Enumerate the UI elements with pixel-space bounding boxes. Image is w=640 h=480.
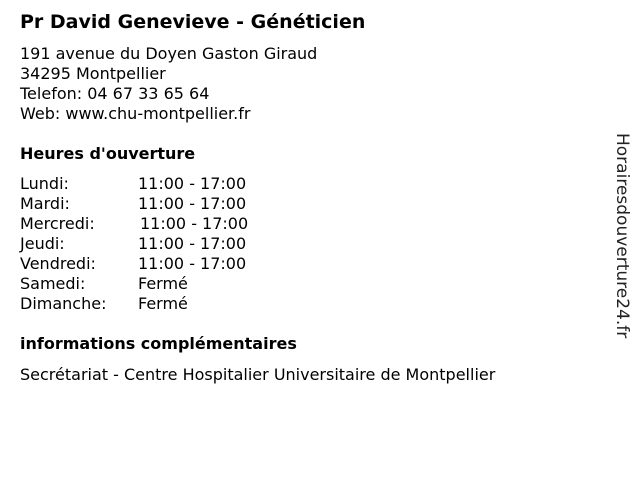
hours-time: Fermé xyxy=(138,274,188,293)
hours-row-sunday xyxy=(20,294,248,314)
site-watermark: Horairesdouverture24.fr xyxy=(612,133,632,339)
hours-time: 11:00 - 17:00 xyxy=(138,194,247,213)
additional-info-text: Secrétariat - Centre Hospitalier Universitaire de Montpellier xyxy=(20,365,496,384)
address-street: 191 avenue du Doyen Gaston Giraud xyxy=(20,44,318,63)
hours-row-thursday xyxy=(20,234,248,254)
hours-time: 11:00 - 17:00 xyxy=(138,234,247,253)
hours-time: 11:00 - 17:00 xyxy=(138,254,247,273)
hours-day: Dimanche: xyxy=(20,294,107,313)
additional-info-heading: informations complémentaires xyxy=(20,334,297,353)
hours-row-saturday xyxy=(20,274,248,294)
page-title: Pr David Genevieve - Généticien xyxy=(20,11,366,33)
address-phone: Telefon: 04 67 33 65 64 xyxy=(20,84,210,103)
hours-day: Mardi: xyxy=(20,194,70,213)
hours-row-monday xyxy=(20,174,248,194)
hours-time: Fermé xyxy=(138,294,188,313)
opening-hours-heading: Heures d'ouverture xyxy=(20,144,196,163)
opening-hours-table xyxy=(20,174,248,314)
hours-row-friday xyxy=(20,254,248,274)
hours-row-wednesday xyxy=(20,214,248,234)
hours-time: 11:00 - 17:00 xyxy=(140,214,249,233)
hours-day: Mercredi: xyxy=(20,214,95,233)
hours-day: Vendredi: xyxy=(20,254,96,273)
hours-day: Samedi: xyxy=(20,274,86,293)
hours-row-tuesday xyxy=(20,194,248,214)
address-city: 34295 Montpellier xyxy=(20,64,166,83)
address-block xyxy=(20,44,317,124)
hours-day: Jeudi: xyxy=(20,234,65,253)
hours-time: 11:00 - 17:00 xyxy=(138,174,247,193)
hours-day: Lundi: xyxy=(20,174,69,193)
address-web: Web: www.chu-montpellier.fr xyxy=(20,104,251,123)
